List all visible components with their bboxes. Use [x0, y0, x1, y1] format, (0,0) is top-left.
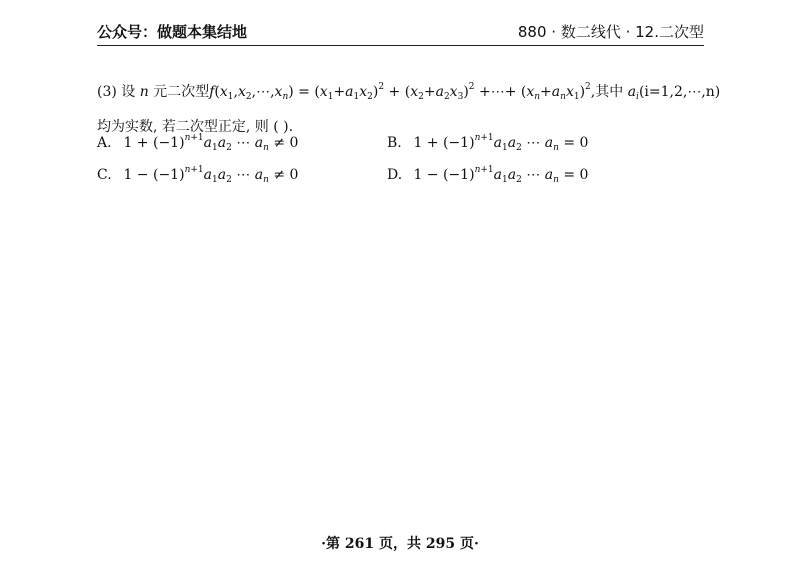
quadratic-form-formula: $f(x_1,x_2,\cdots,x_n) = (x_1+a_1x_2)^2 + (x_2+a_2x_3)^2$ +⋯+ $(x_n+a_nx_1)^2$: [209, 82, 591, 102]
question-stem: [97, 72, 721, 142]
coef-ai: $a_i$: [627, 84, 639, 102]
question-number: (3): [97, 84, 117, 100]
question-line-2: 均为实数, 若二次型正定, 则 ( ).: [97, 119, 294, 135]
option-letter: A.: [97, 135, 112, 151]
option-a[interactable]: A. $1 + (-1)^{n+1}a_1a_2$ ⋯ $a_n \ne 0$: [97, 133, 299, 153]
index-range: (i=1,2,⋯,n): [638, 84, 721, 100]
answer-options: [97, 133, 707, 197]
option-d[interactable]: D. $1 - (-1)^{n+1}a_1a_2$ ⋯ $a_n = 0$: [387, 165, 589, 185]
option-relation: = 0: [563, 167, 589, 183]
option-sign: 1 + (−1): [123, 135, 185, 151]
option-relation: ≠ 0: [273, 167, 299, 183]
option-relation: = 0: [563, 135, 589, 151]
page-footer: ·第 261 页，共 295 页·: [321, 536, 479, 552]
option-letter: D.: [387, 167, 403, 183]
option-letter: B.: [387, 135, 402, 151]
question-intro: 设: [121, 84, 136, 100]
option-sign: 1 + (−1): [413, 135, 475, 151]
question-tail: ,其中: [590, 84, 624, 100]
option-letter: C.: [97, 167, 112, 183]
question-desc: 元二次型: [153, 84, 210, 100]
var-n: n: [139, 84, 149, 100]
header-section: 880 · 数二线代 · 12.二次型: [517, 23, 704, 41]
page-header: [97, 18, 704, 46]
option-sign: 1 − (−1): [123, 167, 185, 183]
question-line-1: [97, 72, 721, 112]
option-b[interactable]: B. $1 + (-1)^{n+1}a_1a_2$ ⋯ $a_n = 0$: [387, 133, 589, 153]
header-source: 公众号：做题本集结地: [97, 23, 248, 41]
option-c[interactable]: C. $1 - (-1)^{n+1}a_1a_2$ ⋯ $a_n \ne 0$: [97, 165, 299, 185]
option-sign: 1 − (−1): [413, 167, 475, 183]
option-relation: ≠ 0: [273, 135, 299, 151]
